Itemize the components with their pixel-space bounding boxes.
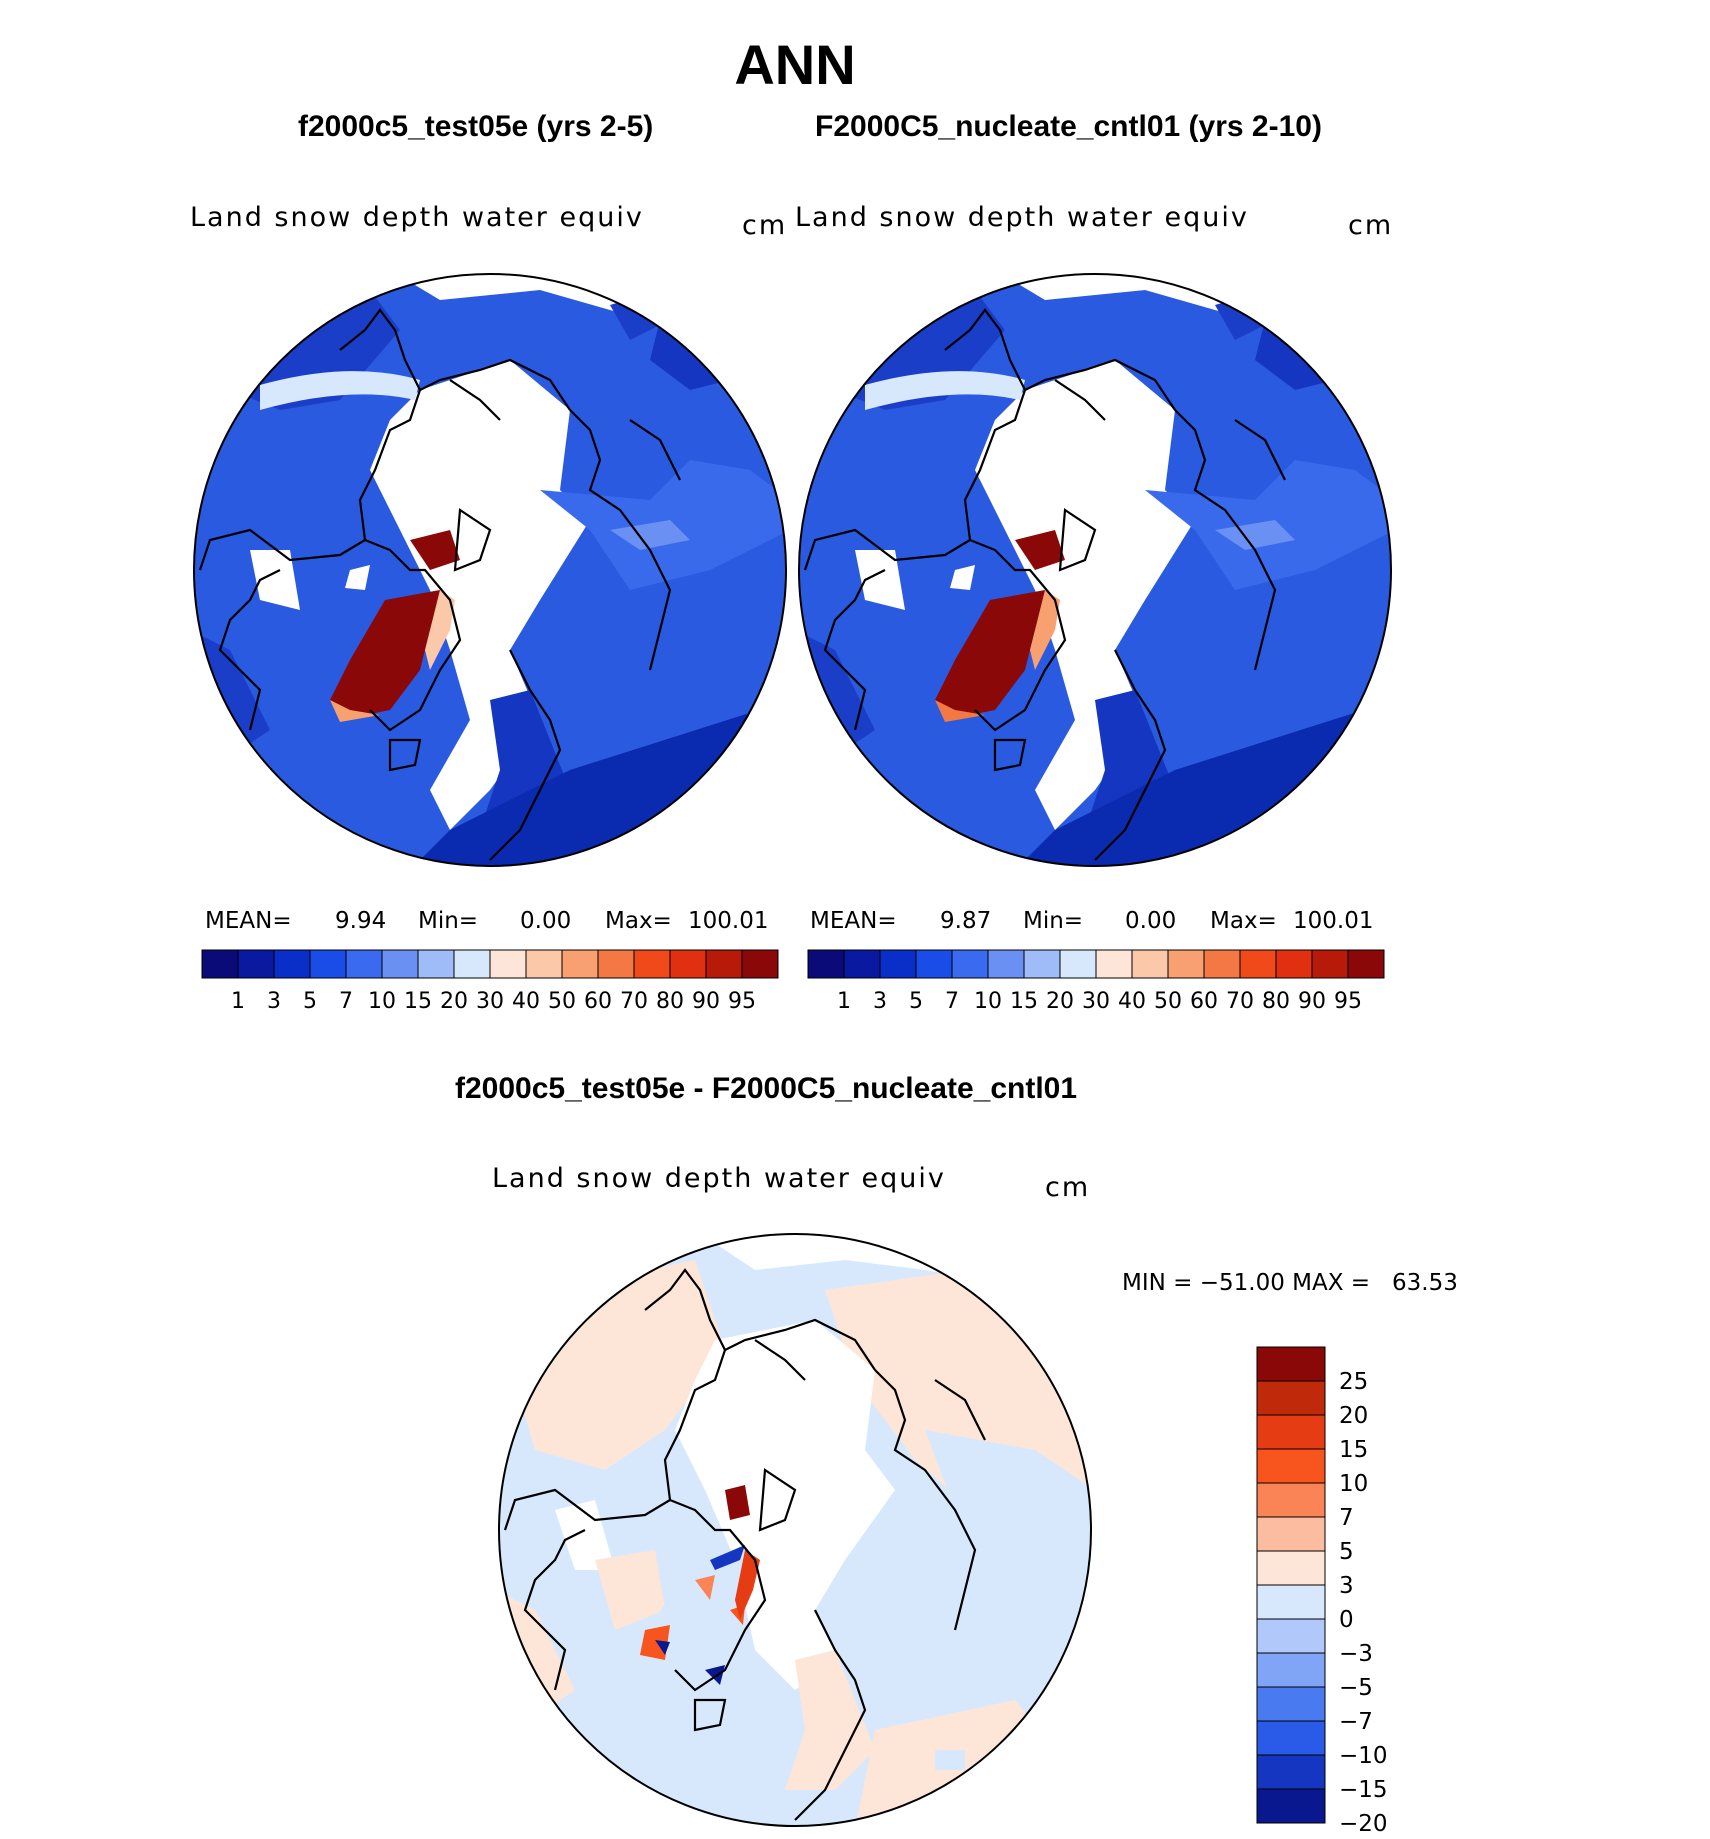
panel2-colorbar-swatch — [1024, 950, 1060, 978]
panel2-colorbar-swatch — [952, 950, 988, 978]
panel2-colorbar-swatch — [1348, 950, 1384, 978]
diff-colorbar — [1255, 1345, 1405, 1835]
panel2-colorbar-tick-label: 40 — [1118, 989, 1146, 1014]
panel1-max-value: 100.01 — [688, 908, 769, 934]
panel2-colorbar-swatch — [1168, 950, 1204, 978]
diff-colorbar-swatch — [1257, 1381, 1325, 1415]
panel1-colorbar-swatch — [238, 950, 274, 978]
diff-colorbar-swatch — [1257, 1687, 1325, 1721]
diff-units: cm — [1045, 1172, 1091, 1203]
panel1-colorbar-tick-label: 50 — [548, 989, 576, 1014]
panel2-polar-map — [795, 270, 1395, 870]
panel1-colorbar-swatch — [454, 950, 490, 978]
panel2-field-label: Land snow depth water equiv — [795, 202, 1249, 233]
panel2-colorbar-tick-label: 1 — [837, 989, 851, 1014]
diff-colorbar-swatch — [1257, 1517, 1325, 1551]
panel2-colorbar-tick-label: 95 — [1334, 989, 1362, 1014]
diff-minmax: MIN = −51.00 MAX = 63.53 — [1122, 1270, 1458, 1296]
panel2-colorbar-swatch — [916, 950, 952, 978]
panel1-colorbar-tick-label: 90 — [692, 989, 720, 1014]
panel2-colorbar-tick-label: 10 — [974, 989, 1002, 1014]
panel2-mean-label: MEAN= — [810, 908, 897, 934]
panel2-colorbar-swatch — [844, 950, 880, 978]
diff-colorbar-swatch — [1257, 1721, 1325, 1755]
panel2-colorbar-tick-label: 7 — [945, 989, 959, 1014]
panel1-case-title: f2000c5_test05e (yrs 2-5) — [298, 110, 654, 143]
panel1-colorbar-swatch — [382, 950, 418, 978]
panel2-max-label: Max= — [1210, 908, 1277, 934]
diff-colorbar-tick-label: 7 — [1339, 1505, 1354, 1531]
panel2-colorbar-tick-label: 60 — [1190, 989, 1218, 1014]
panel2-colorbar-tick-label: 90 — [1298, 989, 1326, 1014]
diff-colorbar-tick-label: 20 — [1339, 1403, 1369, 1429]
panel2-colorbar-tick-label: 5 — [909, 989, 923, 1014]
diff-colorbar-tick-label: −7 — [1339, 1709, 1373, 1735]
panel2-colorbar-tick-label: 3 — [873, 989, 887, 1014]
panel1-mean-value: 9.94 — [335, 908, 387, 934]
panel1-colorbar-swatch — [526, 950, 562, 978]
panel2-min-label: Min= — [1023, 908, 1084, 934]
diff-colorbar-tick-label: 0 — [1339, 1607, 1354, 1633]
panel2-colorbar-tick-label: 80 — [1262, 989, 1290, 1014]
panel2-colorbar-tick-label: 30 — [1082, 989, 1110, 1014]
panel2-mean-value: 9.87 — [940, 908, 992, 934]
diff-colorbar-tick-label: 3 — [1339, 1573, 1354, 1599]
panel1-colorbar-swatch — [742, 950, 778, 978]
panel2-colorbar-swatch — [1204, 950, 1240, 978]
panel2-colorbar-swatch — [1096, 950, 1132, 978]
panel1-colorbar-swatch — [274, 950, 310, 978]
diff-colorbar-swatch — [1257, 1551, 1325, 1585]
diff-colorbar-swatch — [1257, 1653, 1325, 1687]
panel1-max-label: Max= — [605, 908, 672, 934]
panel2-case-title: F2000C5_nucleate_cntl01 (yrs 2-10) — [815, 110, 1322, 143]
panel2-colorbar — [806, 948, 1391, 1018]
panel2-colorbar-swatch — [988, 950, 1024, 978]
panel1-colorbar-tick-label: 1 — [231, 989, 245, 1014]
diff-colorbar-swatch — [1257, 1755, 1325, 1789]
panel1-colorbar-swatch — [418, 950, 454, 978]
panel1-min-label: Min= — [418, 908, 479, 934]
panel2-max-value: 100.01 — [1293, 908, 1374, 934]
diff-colorbar-swatch — [1257, 1347, 1325, 1381]
panel1-colorbar-tick-label: 95 — [728, 989, 756, 1014]
panel1-colorbar-swatch — [634, 950, 670, 978]
diff-colorbar-swatch — [1257, 1585, 1325, 1619]
panel1-colorbar-tick-label: 10 — [368, 989, 396, 1014]
panel1-colorbar-tick-label: 70 — [620, 989, 648, 1014]
diff-colorbar-tick-label: −3 — [1339, 1641, 1373, 1667]
panel2-colorbar-swatch — [1240, 950, 1276, 978]
panel1-colorbar-tick-label: 20 — [440, 989, 468, 1014]
panel2-colorbar-swatch — [1312, 950, 1348, 978]
panel1-colorbar-tick-label: 7 — [339, 989, 353, 1014]
panel1-units: cm — [742, 210, 788, 241]
diff-colorbar-tick-label: −10 — [1339, 1743, 1388, 1769]
diff-colorbar-swatch — [1257, 1483, 1325, 1517]
panel1-colorbar-tick-label: 60 — [584, 989, 612, 1014]
diff-title: f2000c5_test05e - F2000C5_nucleate_cntl01 — [455, 1072, 1078, 1105]
diff-colorbar-tick-label: 5 — [1339, 1539, 1354, 1565]
panel2-colorbar-tick-label: 70 — [1226, 989, 1254, 1014]
panel1-colorbar-tick-label: 30 — [476, 989, 504, 1014]
panel2-colorbar-tick-label: 20 — [1046, 989, 1074, 1014]
diff-colorbar-tick-label: −15 — [1339, 1777, 1388, 1803]
panel2-colorbar-swatch — [808, 950, 844, 978]
diff-colorbar-swatch — [1257, 1415, 1325, 1449]
panel1-colorbar-tick-label: 80 — [656, 989, 684, 1014]
panel2-colorbar-swatch — [1276, 950, 1312, 978]
panel2-colorbar-swatch — [1060, 950, 1096, 978]
panel1-colorbar-swatch — [346, 950, 382, 978]
diff-polar-map — [495, 1230, 1095, 1839]
panel2-units: cm — [1348, 210, 1394, 241]
panel2-colorbar-tick-label: 15 — [1010, 989, 1038, 1014]
panel1-mean-label: MEAN= — [205, 908, 292, 934]
panel1-colorbar-swatch — [670, 950, 706, 978]
figure-title: ANN — [734, 33, 856, 96]
panel1-field-label: Land snow depth water equiv — [190, 202, 644, 233]
diff-field-label: Land snow depth water equiv — [492, 1163, 946, 1194]
diff-colorbar-tick-label: −5 — [1339, 1675, 1373, 1701]
panel1-colorbar-swatch — [598, 950, 634, 978]
diff-colorbar-swatch — [1257, 1449, 1325, 1483]
panel2-colorbar-tick-label: 50 — [1154, 989, 1182, 1014]
panel1-colorbar-swatch — [490, 950, 526, 978]
panel2-min-value: 0.00 — [1125, 908, 1177, 934]
panel1-colorbar — [200, 948, 785, 1018]
panel1-polar-map — [190, 270, 790, 870]
diff-colorbar-tick-label: 15 — [1339, 1437, 1369, 1463]
panel1-colorbar-swatch — [562, 950, 598, 978]
diff-colorbar-tick-label: 25 — [1339, 1369, 1369, 1395]
panel1-colorbar-tick-label: 3 — [267, 989, 281, 1014]
diff-colorbar-swatch — [1257, 1619, 1325, 1653]
panel2-colorbar-swatch — [1132, 950, 1168, 978]
panel1-colorbar-swatch — [310, 950, 346, 978]
diff-colorbar-tick-label: 10 — [1339, 1471, 1369, 1497]
panel1-colorbar-swatch — [202, 950, 238, 978]
panel2-colorbar-swatch — [880, 950, 916, 978]
panel1-min-value: 0.00 — [520, 908, 572, 934]
panel1-colorbar-tick-label: 5 — [303, 989, 317, 1014]
diff-colorbar-tick-label: −20 — [1339, 1811, 1388, 1835]
panel1-colorbar-tick-label: 40 — [512, 989, 540, 1014]
diff-colorbar-swatch — [1257, 1789, 1325, 1823]
panel1-colorbar-tick-label: 15 — [404, 989, 432, 1014]
panel1-colorbar-swatch — [706, 950, 742, 978]
